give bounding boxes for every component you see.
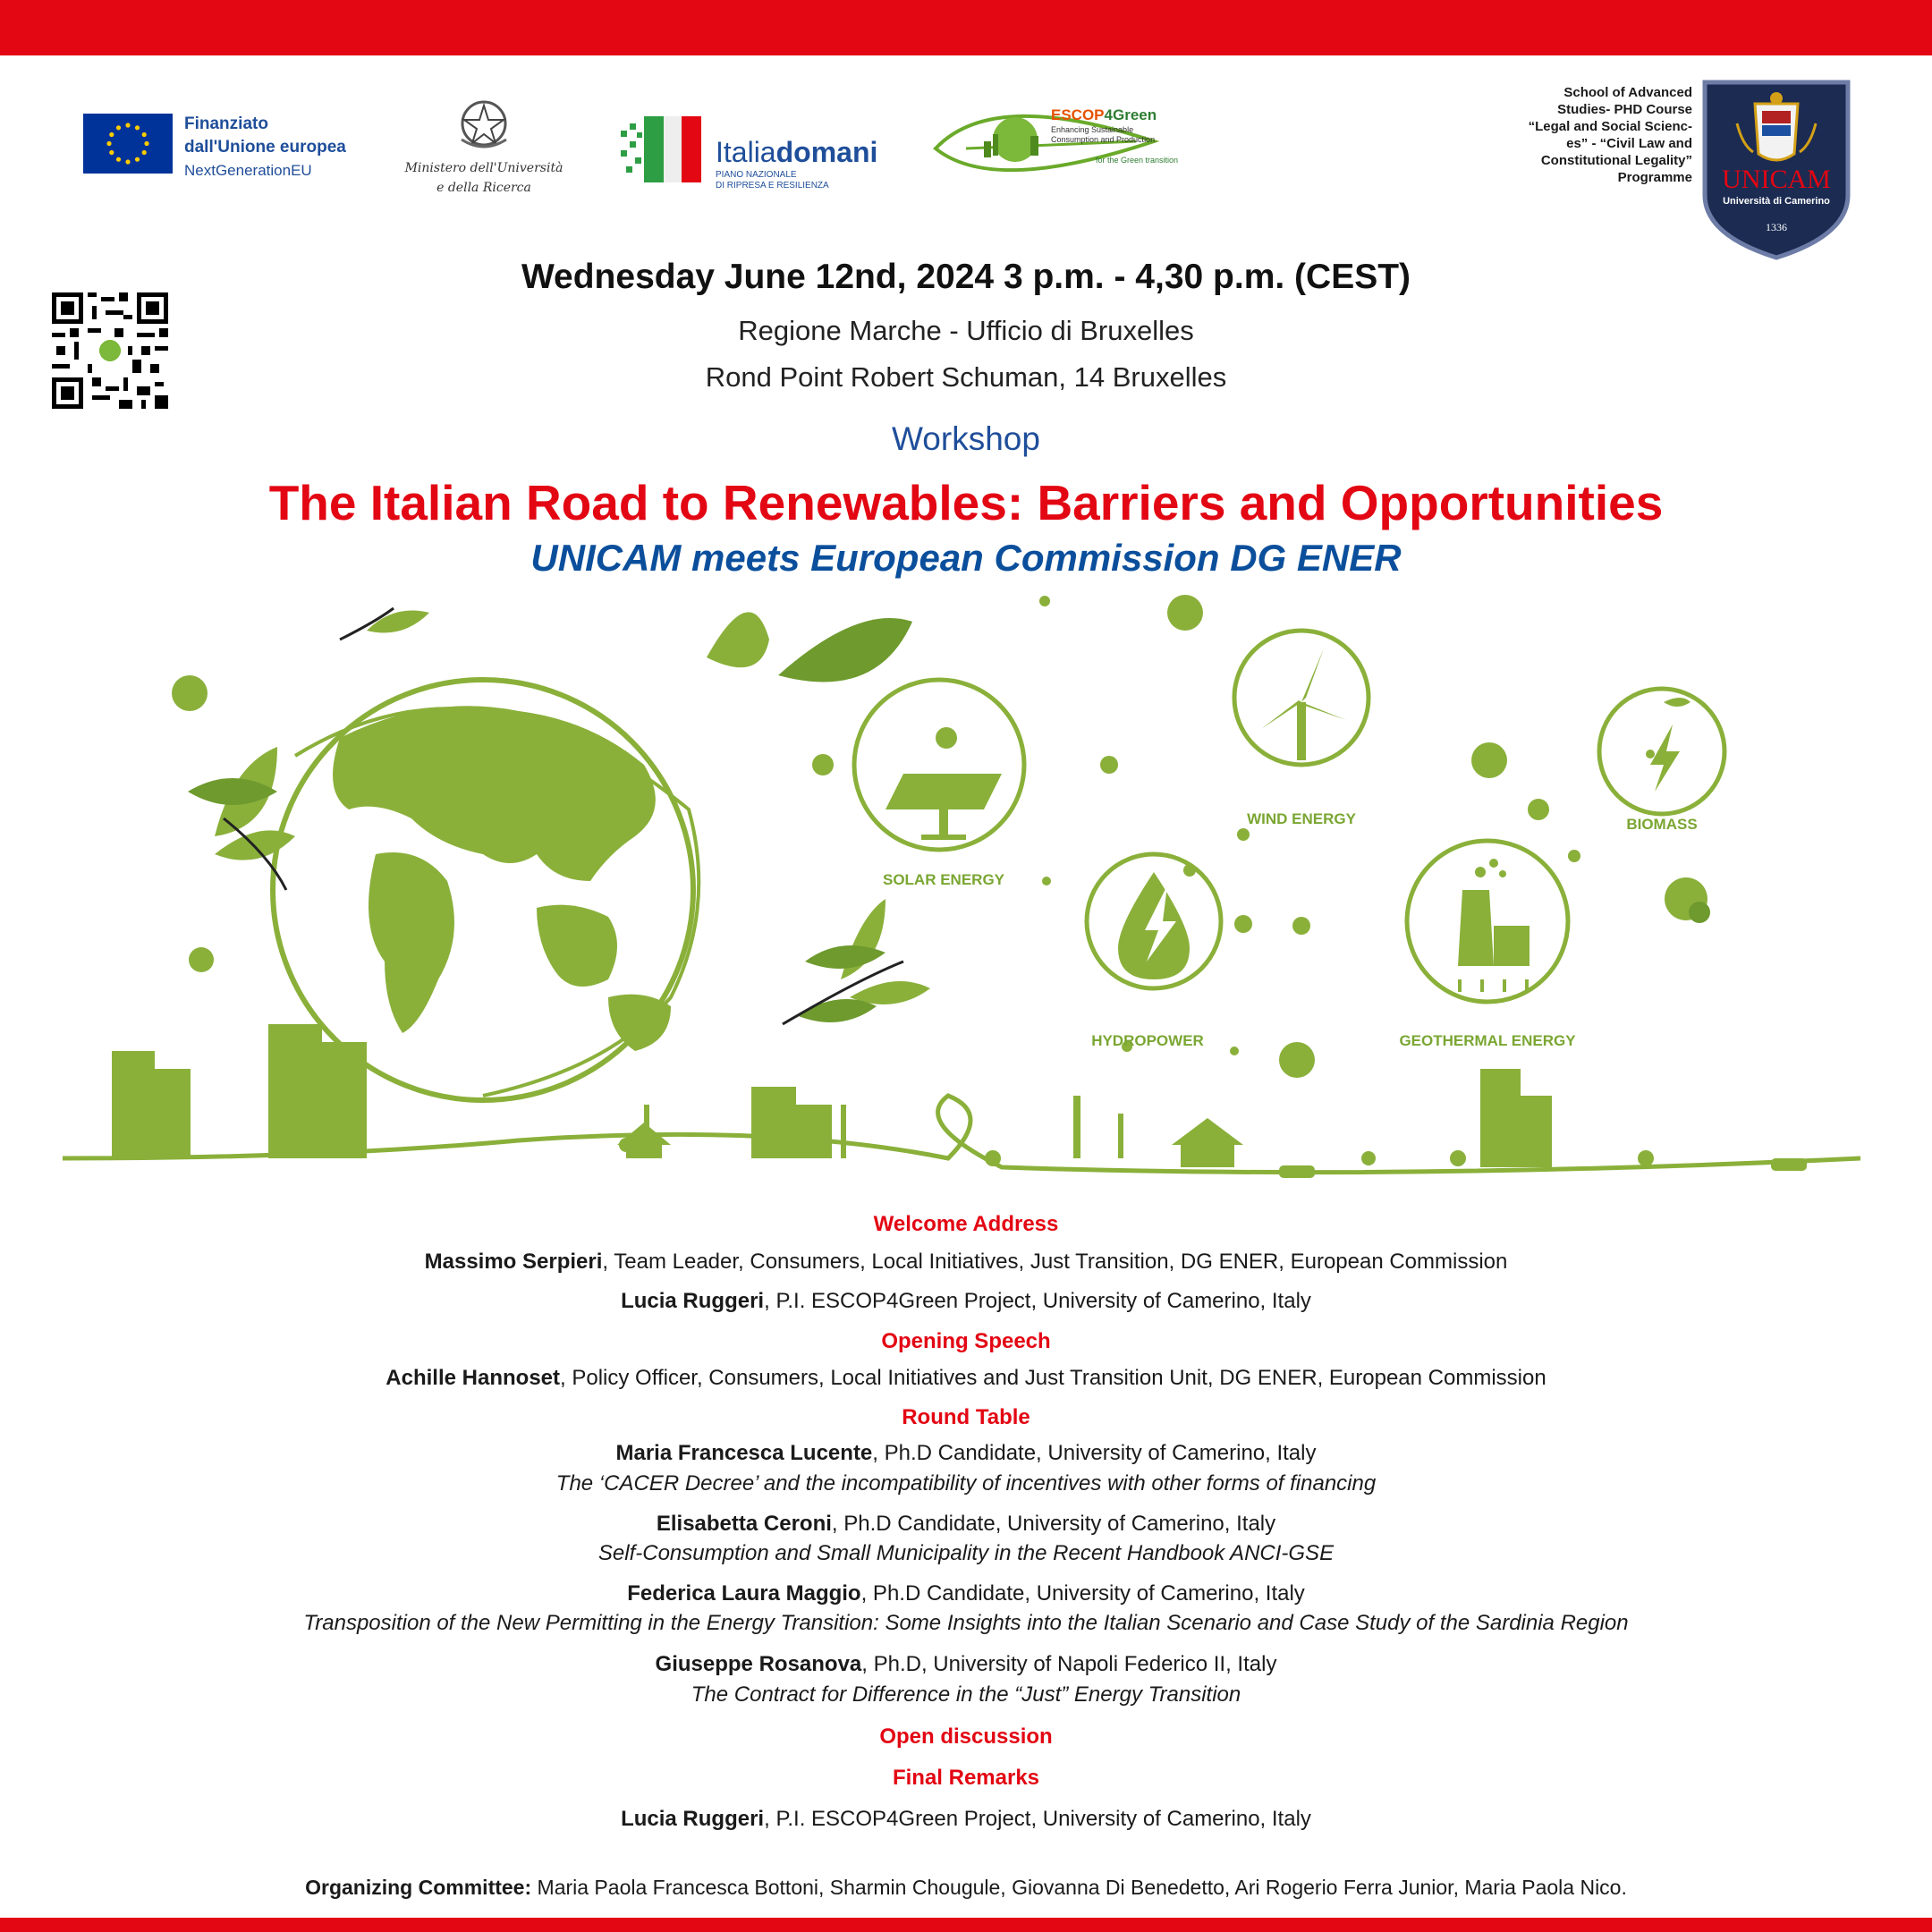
italiadomani-logo [617,111,878,192]
school-description: School of Advanced Studies- PHD Course “Legal and Social Scienc- es” - “Civil Law and Constitutional Legality” Programme [1528,85,1692,185]
italia-flag-icon [617,111,707,188]
eu-line3: NextGenerationEU [184,162,312,179]
biomass-label: BIOMASS [1626,816,1698,833]
event-date: Wednesday June 12nd, 2024 3 p.m. - 4,30 p.m. (CEST) [521,258,1411,296]
section-opening: Opening Speech [881,1329,1051,1353]
hydropower-label: HYDROPOWER [1091,1032,1204,1049]
speaker-row: Giuseppe Rosanova, Ph.D, University of Napoli Federico II, Italy [655,1652,1277,1676]
eu-funding-text [184,113,346,182]
talk-topic: The Contract for Difference in the “Just” Energy Transition [691,1682,1241,1707]
section-round-table: Round Table [902,1405,1030,1429]
speaker-row: Maria Francesca Lucente, Ph.D Candidate, University of Camerino, Italy [615,1441,1317,1465]
event-subtitle: UNICAM meets European Commission DG ENER [530,537,1402,579]
speaker-row: Massimo Serpieri, Team Leader, Consumers, Local Initiatives, Just Transition, DG ENER, European Commission [424,1250,1508,1274]
italiadomani-sub: PIANO NAZIONALE DI RIPRESA E RESILIENZA [716,170,829,191]
biomass-icon [1599,689,1724,814]
speaker-row: Achille Hannoset, Policy Officer, Consumers, Local Initiatives and Just Transition Unit, DG ENER, European Commission [386,1366,1546,1390]
wind-energy-label: WIND ENERGY [1247,810,1356,827]
talk-topic: Self-Consumption and Small Municipality in the Recent Handbook ANCI-GSE [597,1541,1335,1565]
speaker-row: Federica Laura Maggio, Ph.D Candidate, University of Camerino, Italy [627,1581,1305,1606]
eu-flag-logo [83,114,173,174]
eu-line2: dall'Unione europea [184,138,346,157]
talk-topic: Transposition of the New Permitting in the Energy Transition: Some Insights into the Italian Scenario and Case Study of the Sardinia Region [303,1611,1629,1635]
eu-line1: Finanziato [184,114,268,133]
escop4green-logo [930,97,1199,191]
speaker-row: Lucia Ruggeri, P.I. ESCOP4Green Project, University of Camerino, Italy [621,1289,1311,1313]
wind-energy-icon [1234,631,1368,765]
top-red-bar [0,0,1932,55]
globe-icon [273,680,699,1100]
section-final-remarks: Final Remarks [892,1766,1040,1790]
hydropower-icon [1087,854,1221,988]
event-location-2: Rond Point Robert Schuman, 14 Bruxelles [705,361,1227,393]
unicam-sub: Università di Camerino [1723,196,1830,207]
talk-topic: The ‘CACER Decree’ and the incompatibility of incentives with other forms of financing [555,1471,1377,1496]
event-title: The Italian Road to Renewables: Barriers and Opportunities [268,475,1664,530]
geothermal-energy-icon [1407,841,1568,1002]
event-kind: Workshop [892,420,1040,457]
unicam-name: UNICAM [1722,165,1831,194]
mur-logo [390,97,578,196]
escop-name: ESCOP4Green [1051,106,1157,123]
section-open-discussion: Open discussion [879,1724,1053,1749]
geothermal-energy-label: GEOTHERMAL ENERGY [1399,1032,1576,1049]
mur-line2: e della Ricerca [436,181,531,195]
italian-emblem-icon [453,97,515,152]
city-skyline [63,1024,1860,1178]
speaker-row: Lucia Ruggeri, P.I. ESCOP4Green Project, University of Camerino, Italy [621,1807,1311,1831]
unicam-year: 1336 [1766,221,1787,233]
section-welcome: Welcome Address [873,1212,1059,1236]
escop-subtitle: Enhancing Sustainable Consumption and Production [1051,125,1156,144]
bottom-red-bar [0,1918,1932,1932]
escop-tagline: for the Green transition [1096,156,1179,165]
event-location-1: Regione Marche - Ufficio di Bruxelles [738,315,1194,346]
speaker-row: Elisabetta Ceroni, Ph.D Candidate, University of Camerino, Italy [656,1512,1276,1536]
green-energy-illustration [54,586,1878,1203]
unicam-shield-logo [1701,79,1852,261]
italiadomani-name: Italiadomani [716,136,878,168]
solar-energy-label: SOLAR ENERGY [882,871,1005,888]
organizing-committee: Organizing Committee: Maria Paola Francesca Bottoni, Sharmin Chougule, Giovanna Di Benedetto, Ari Rogerio Ferra Junior, Maria Paola Nico. [305,1876,1627,1899]
mur-line1: Ministero dell'Università [404,161,564,175]
solar-energy-icon [854,680,1024,850]
